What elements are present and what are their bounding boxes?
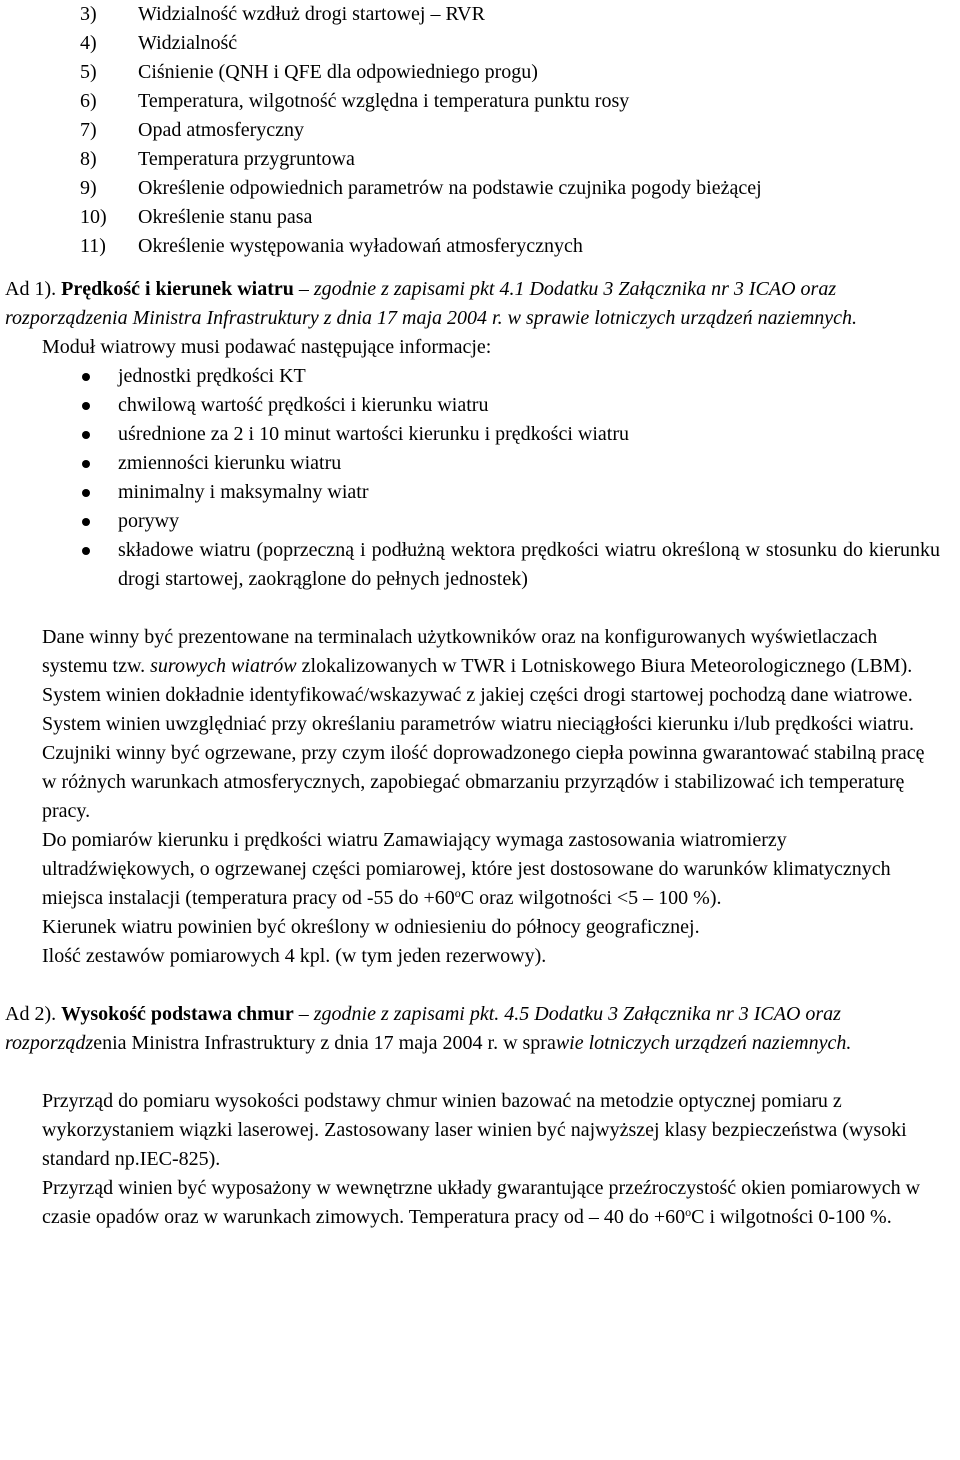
ad1-paragraph-sensors — [42, 826, 940, 913]
bullet-item: zmienności kierunku wiatru — [42, 449, 940, 478]
list-text: Ciśnienie (QNH i QFE dla odpowiedniego progu) — [138, 61, 538, 83]
list-text: Widzialność — [138, 32, 238, 54]
list-text: Określenie stanu pasa — [138, 206, 313, 228]
list-item — [42, 232, 940, 261]
ad2-reference: – zgodnie z zapisami pkt. 4.5 Dodatku 3 Załącznika nr 3 ICAO oraz rozporządz — [5, 1003, 841, 1054]
ad1-heading — [5, 275, 940, 333]
ad2-heading — [5, 1000, 940, 1058]
ad2-reference-end: wie lotniczych urządzeń naziemnych. — [555, 1032, 852, 1054]
ad2-paragraph-equipment — [42, 1174, 940, 1232]
list-text: Temperatura, wilgotność względna i temperatura punktu rosy — [138, 90, 630, 112]
list-number: 8) — [80, 148, 97, 170]
bullet-item: uśrednione za 2 i 10 minut wartości kierunku i prędkości wiatru — [42, 420, 940, 449]
bullet-item: składowe wiatru (poprzeczną i podłużną wektora prędkości wiatru określoną w stosunku do kierunku drogi startowej, zaokrąglone do pełnych jednostek) — [42, 536, 940, 594]
text-run: zlokalizowanych w TWR i Lotniskowego Biura Meteorologicznego (LBM). — [296, 655, 913, 677]
list-number: 3) — [80, 3, 97, 25]
spacer — [42, 261, 940, 275]
ad1-title: Prędkość i kierunek wiatru — [61, 278, 294, 300]
list-number: 4) — [80, 32, 97, 54]
degree-superscript: o — [454, 886, 461, 900]
text-run: Dane winny być prezentowane na terminalach użytkowników oraz na konfigurowanych wyświetlaczach systemu tzw. — [42, 626, 878, 677]
list-number: 6) — [80, 90, 97, 112]
list-number: 5) — [80, 61, 97, 83]
list-text: Widzialność wzdłuż drogi startowej – RVR — [138, 3, 485, 25]
list-item — [42, 145, 940, 174]
ad2-prefix: Ad 2). — [5, 1003, 62, 1025]
bullet-item: minimalny i maksymalny wiatr — [42, 478, 940, 507]
text-run: Do pomiarów kierunku i prędkości wiatru Zamawiający wymaga zastosowania wiatromierzy ultradźwiękowych, o ogrzewanej części pomiarowej, które jest dostosowane do warunków klimatycznych miejsca instalacji (temperatura pracy od -55 do +60 — [42, 829, 891, 909]
list-number: 7) — [80, 119, 97, 141]
list-item — [42, 29, 940, 58]
wind-info-list — [42, 362, 940, 594]
spacer — [42, 1058, 940, 1087]
ad1-prefix: Ad 1). — [5, 278, 62, 300]
ad1-paragraph-quantity: Ilość zestawów pomiarowych 4 kpl. (w tym jeden rezerwowy). — [42, 945, 547, 967]
list-item — [42, 58, 940, 87]
ad2-paragraph-laser: Przyrząd do pomiaru wysokości podstawy chmur winien bazować na metodzie optycznej pomiaru z wykorzystaniem wiązki laserowej. Zastosowany laser winien być najwyższej klasy bezpieczeństwa (wysoki standard np.IEC-825). — [42, 1090, 907, 1170]
list-item — [42, 0, 940, 29]
list-item — [42, 203, 940, 232]
list-item — [42, 116, 940, 145]
spacer — [42, 971, 940, 1000]
ad1-intro: Moduł wiatrowy musi podawać następujące informacje: — [42, 336, 492, 358]
text-run-italic: surowych wiatrów — [150, 655, 297, 677]
list-item — [42, 174, 940, 203]
list-number: 9) — [80, 177, 97, 199]
spacer — [42, 594, 940, 623]
text-run: C oraz wilgotności <5 – 100 %). — [460, 887, 722, 909]
ad2-reference-plain: enia Ministra Infrastruktury z dnia 17 maja 2004 r. w spra — [93, 1032, 556, 1054]
list-text: Opad atmosferyczny — [138, 119, 305, 141]
ad2-title: Wysokość podstawa chmur — [61, 1003, 294, 1025]
ad1-paragraph-display — [42, 623, 940, 681]
list-item — [42, 87, 940, 116]
bullet-item: porywy — [42, 507, 940, 536]
bullet-item: chwilową wartość prędkości i kierunku wiatru — [42, 391, 940, 420]
text-run: Przyrząd winien być wyposażony w wewnętrzne układy gwarantujące przeźroczystość okien pomiarowych w czasie opadów oraz w warunkach zimowych. Temperatura pracy od – 40 do +60 — [42, 1177, 921, 1228]
ad1-paragraph-direction: Kierunek wiatru powinien być określony w odniesieniu do północy geograficznej. — [42, 916, 700, 938]
measurement-list — [42, 0, 940, 261]
list-text: Określenie występowania wyładowań atmosferycznych — [138, 235, 583, 257]
ad1-paragraph-heating: Czujniki winny być ogrzewane, przy czym ilość doprowadzonego ciepła powinna gwarantować stabilną pracę w różnych warunkach atmosferycznych, zapobiegać obmarzaniu przyrządów i stabilizować ich temperaturę pracy. — [42, 742, 925, 822]
list-text: Temperatura przygruntowa — [138, 148, 355, 170]
ad1-reference: – zgodnie z zapisami pkt 4.1 Dodatku 3 Załącznika nr 3 ICAO oraz rozporządzenia Ministra Infrastruktury z dnia 17 maja 2004 r. w sprawie lotniczych urządzeń naziemnych. — [5, 278, 858, 329]
degree-superscript: o — [685, 1205, 692, 1219]
text-run: C i wilgotności 0-100 %. — [691, 1206, 892, 1228]
list-number: 11) — [80, 235, 106, 257]
list-number: 10) — [80, 206, 107, 228]
bullet-item: jednostki prędkości KT — [42, 362, 940, 391]
ad1-paragraph-runway: System winien dokładnie identyfikować/wskazywać z jakiej części drogi startowej pochodzą dane wiatrowe. — [42, 684, 913, 706]
ad1-paragraph-discontinuity: System winien uwzględniać przy określaniu parametrów wiatru nieciągłości kierunku i/lub prędkości wiatru. — [42, 713, 914, 735]
list-text: Określenie odpowiednich parametrów na podstawie czujnika pogody bieżącej — [138, 177, 762, 199]
